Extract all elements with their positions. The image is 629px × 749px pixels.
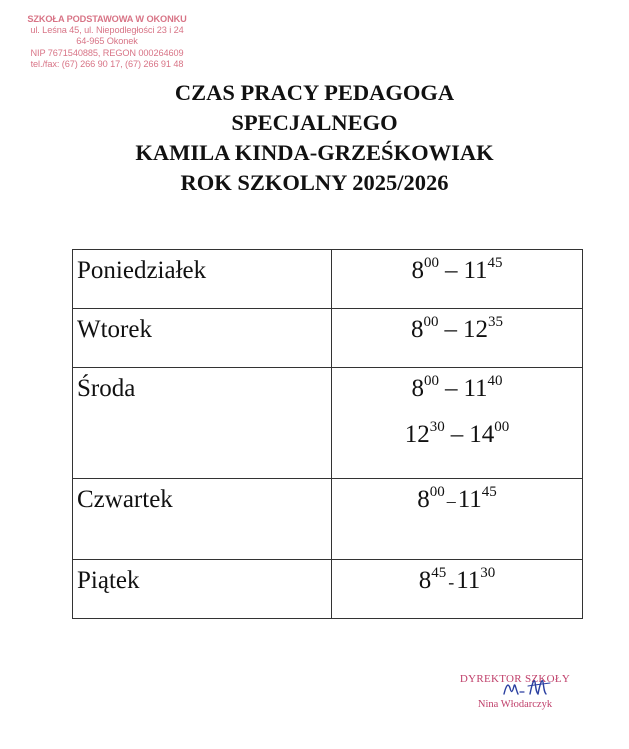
time-range xyxy=(332,374,582,404)
day-cell: Wtorek xyxy=(73,309,332,368)
schedule-table xyxy=(72,249,583,619)
day-cell: Piątek xyxy=(73,560,332,619)
end-minutes: 40 xyxy=(487,372,503,389)
start-minutes: 00 xyxy=(423,372,439,389)
end-hour: 11 xyxy=(463,375,488,402)
hours-cell xyxy=(332,309,583,368)
range-separator: – xyxy=(446,491,456,511)
stamp-phone: tel./fax: (67) 266 90 17, (67) 266 91 48 xyxy=(30,58,184,69)
hours-cell xyxy=(332,560,583,619)
end-minutes: 45 xyxy=(487,254,503,271)
end-minutes: 45 xyxy=(481,483,497,500)
table-row xyxy=(73,368,583,479)
end-minutes: 30 xyxy=(480,564,496,581)
start-hour: 12 xyxy=(404,421,430,448)
start-minutes: 00 xyxy=(429,483,445,500)
start-hour: 8 xyxy=(411,375,424,402)
stamp-address: ul. Leśna 45, ul. Niepodległości 23 i 24 xyxy=(30,25,184,36)
time-range xyxy=(332,485,582,516)
title-line-1: CZAS PRACY PEDAGOGA xyxy=(174,80,455,105)
title-line-2: SPECJALNEGO xyxy=(231,110,398,135)
director-title: DYREKTOR SZKOŁY xyxy=(459,673,571,685)
handwritten-signature-icon xyxy=(500,674,560,700)
table-row xyxy=(73,250,583,309)
hours-cell xyxy=(332,250,583,309)
hours-cell xyxy=(332,368,583,479)
time-range xyxy=(332,420,582,450)
end-hour: 11 xyxy=(463,257,488,284)
range-separator: – xyxy=(444,375,458,402)
school-stamp xyxy=(12,14,202,70)
document-title xyxy=(0,78,629,198)
start-minutes: 00 xyxy=(423,313,439,330)
range-separator: - xyxy=(448,572,455,592)
start-hour: 8 xyxy=(411,316,424,343)
end-hour: 11 xyxy=(456,567,481,594)
table-row xyxy=(73,479,583,560)
start-hour: 8 xyxy=(417,486,430,513)
day-cell: Środa xyxy=(73,368,332,479)
start-hour: 8 xyxy=(411,257,424,284)
stamp-postal-code: 64-965 Okonek xyxy=(76,36,138,47)
end-minutes: 35 xyxy=(488,313,503,330)
hours-cell xyxy=(332,479,583,560)
end-minutes: 00 xyxy=(494,418,510,435)
time-range xyxy=(332,566,582,597)
stamp-school-name: SZKOŁA PODSTAWOWA W OKONKU xyxy=(27,14,187,24)
start-hour: 8 xyxy=(418,567,432,594)
start-minutes: 00 xyxy=(423,254,439,271)
end-hour: 11 xyxy=(457,486,482,513)
start-minutes: 45 xyxy=(431,564,447,581)
table-row xyxy=(73,309,583,368)
director-signature-block xyxy=(440,672,590,711)
end-hour: 12 xyxy=(463,316,488,343)
table-row xyxy=(73,560,583,619)
day-cell: Poniedziałek xyxy=(73,250,332,309)
day-cell: Czwartek xyxy=(73,479,332,560)
director-name: Nina Włodarczyk xyxy=(477,699,553,710)
time-range xyxy=(332,256,582,286)
time-range xyxy=(332,315,582,345)
range-separator: – xyxy=(444,316,457,343)
range-separator: – xyxy=(444,257,458,284)
title-line-3: KAMILA KINDA-GRZEŚKOWIAK xyxy=(135,140,494,165)
start-minutes: 30 xyxy=(429,418,445,435)
end-hour: 14 xyxy=(469,421,495,448)
title-line-4: ROK SZKOLNY 2025/2026 xyxy=(180,170,449,195)
range-separator: – xyxy=(450,421,464,448)
stamp-tax-ids: NIP 7671540885, REGON 000264609 xyxy=(30,47,184,58)
